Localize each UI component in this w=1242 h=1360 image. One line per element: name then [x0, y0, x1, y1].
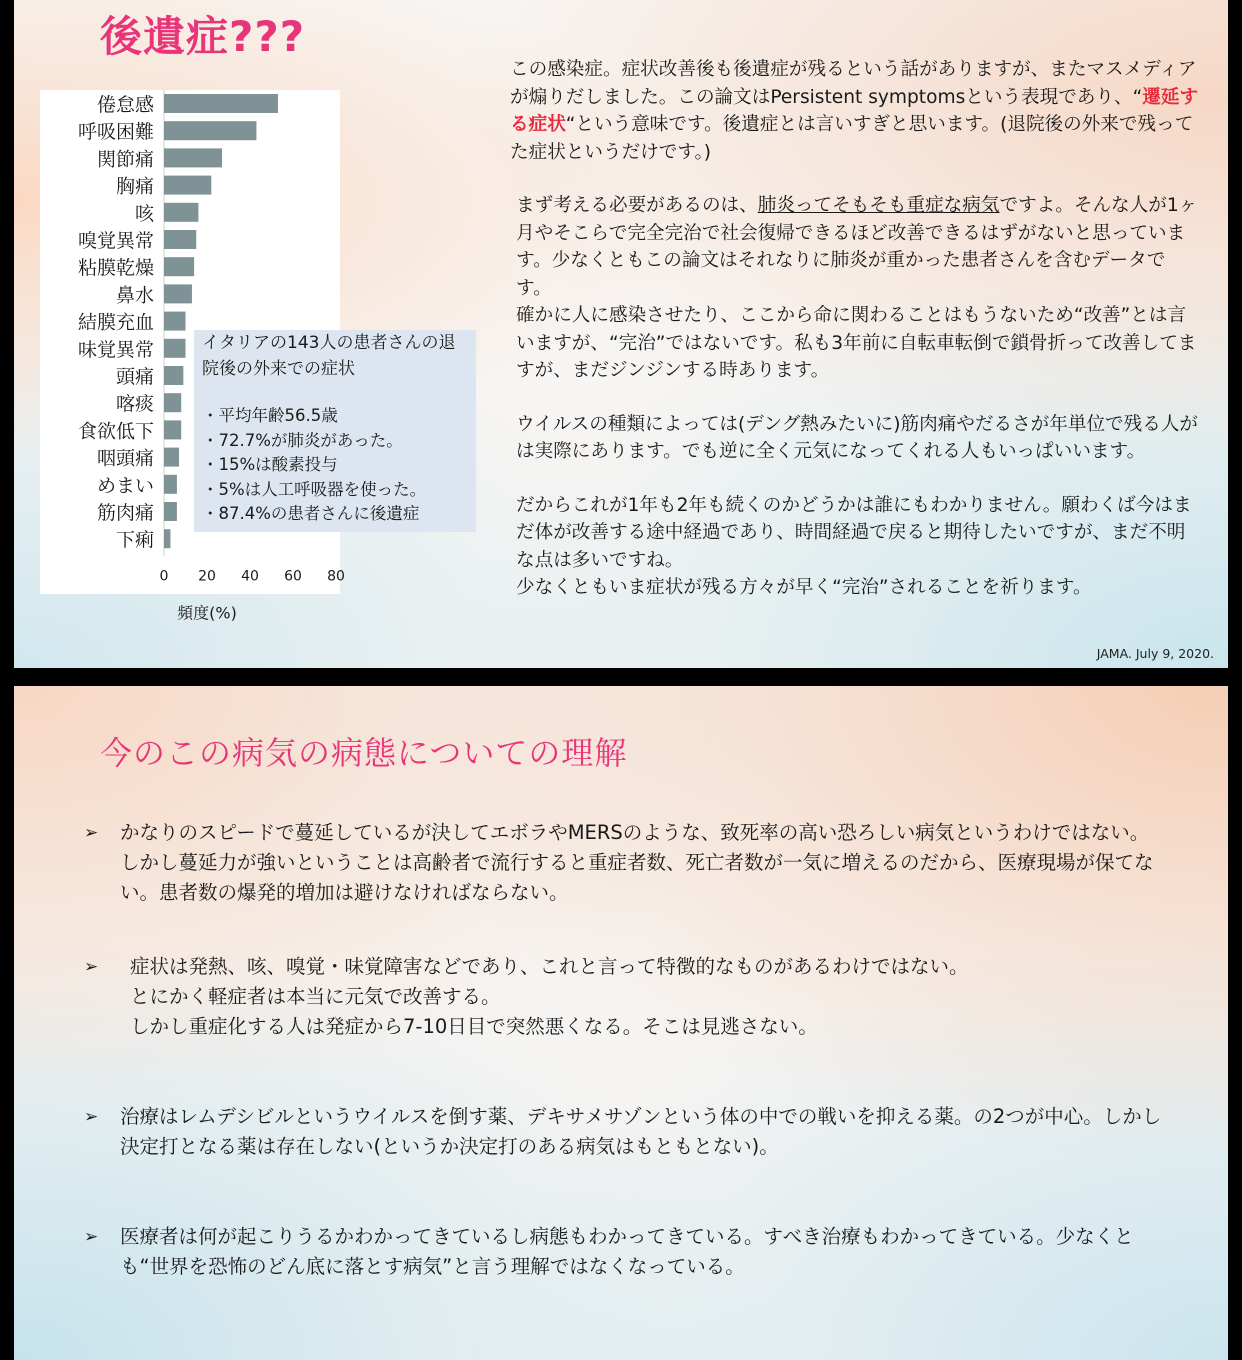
slide-pathology-understanding — [14, 686, 1228, 1360]
commentary-text — [510, 56, 1200, 602]
info-box-item: ・ 5%は人工呼吸器を使った。 — [202, 478, 426, 503]
x-tick-label: 20 — [198, 568, 216, 585]
info-box-item: ・ 72.7%が肺炎があった。 — [202, 429, 426, 454]
x-axis-label: 頻度(%) — [177, 603, 237, 623]
bar — [164, 475, 177, 494]
underlined-phrase: 肺炎ってそもそも重症な病気 — [757, 195, 1000, 216]
slide1-title: 後遺症??? — [100, 12, 306, 61]
x-tick-label: 40 — [241, 568, 259, 585]
paragraph-3: ウイルスの種類によっては(デング熱みたいに)筋肉痛やだるさが年単位で残る人がは実際にあります。でも逆に全く元気になってくれる人もいっぱいいます。 — [516, 413, 1199, 462]
category-label: 喀痰 — [115, 393, 154, 416]
category-label: めまい — [96, 474, 154, 497]
arrow-bullet-icon: ➢ — [84, 957, 99, 977]
bullet-line: とにかく軽症者は本当に元気で改善する。 — [130, 985, 501, 1008]
category-label: 嗅覚異常 — [77, 230, 154, 252]
highlighted-term: 遷延する症状 — [510, 86, 1199, 135]
bar — [164, 420, 181, 439]
paragraph-1 — [510, 56, 1200, 166]
para1-before: この感染症。症状改善後も後遺症が残るという話がありますが、またマスメディアが煽りだしました。この論文はPersistent symptomsという表現であり、“ — [510, 59, 1197, 108]
bar — [164, 94, 278, 113]
study-info-box — [194, 330, 476, 532]
paragraph-4 — [510, 492, 1200, 602]
paragraph-2 — [510, 192, 1200, 385]
category-label: 頭痛 — [115, 366, 154, 388]
slide2-title: 今のこの病気の病態についての理解 — [100, 734, 628, 772]
info-box-item: ・ 87.4%の患者さんに後遺症 — [202, 502, 426, 527]
arrow-bullet-icon: ➢ — [84, 1107, 99, 1127]
para4-text: だからこれが1年も2年も続くのかどうかは誰にもわかりません。願わくば今はまだ体が改善する途中経過であり、時間経過で戻ると期待したいですが、まだ不明な点は多いですね。 — [516, 494, 1192, 571]
bar — [164, 284, 192, 303]
bullet-item — [84, 818, 1164, 908]
category-label: 関節痛 — [96, 148, 154, 171]
bar — [164, 203, 198, 222]
category-label: 食欲低下 — [77, 420, 154, 443]
bar — [164, 148, 222, 167]
bar — [164, 121, 256, 140]
para1-after: “という意味です。後遺症とは言いすぎと思います。(退院後の外来で残ってた症状というだけです。) — [510, 114, 1194, 163]
x-tick-label: 80 — [327, 568, 345, 585]
bullet-text: かなりのスピードで蔓延しているが決してエボラやMERSのような、致死率の高い恐ろしい病気というわけではない。しかし蔓延力が強いということは高齢者で流行すると重症者数、死亡者数が一気に増えるのだから、医療現場が保てない。患者数の爆発的増加は避けなければならない。 — [120, 821, 1154, 904]
bar — [164, 366, 183, 385]
citation: JAMA. July 9, 2020. — [1096, 646, 1214, 661]
info-box-item: ・ 平均年齢56.5歳 — [202, 404, 426, 429]
bar — [164, 529, 170, 548]
bar — [164, 502, 177, 521]
category-label: 呼吸困難 — [77, 121, 154, 144]
bullet-text: 医療者は何が起こりうるかわかってきているし病態もわかってきている。すべき治療もわかってきている。少なくとも“世界を恐怖のどん底に落とす病気”と言う理解ではなくなっている。 — [120, 1225, 1134, 1278]
bar — [164, 257, 194, 276]
para2-before: まず考える必要があるのは、 — [516, 195, 758, 216]
category-label: 粘膜乾燥 — [77, 257, 154, 280]
category-label: 咳 — [134, 202, 154, 225]
bar — [164, 339, 186, 358]
bullet-text — [130, 952, 1164, 1042]
bullet-line: 症状は発熱、咳、嗅覚・味覚障害などであり、これと言って特徴的なものがあるわけではない。 — [130, 955, 969, 978]
para2-after: ですよ。そんな人が1ヶ月やそこらで完全完治で社会復帰できるほど改善できるはずがないと思っています。少なくともこの論文はそれなりに肺炎が重かった患者さんを含むデータです。 — [516, 195, 1198, 299]
bar — [164, 393, 181, 412]
category-label: 下痢 — [115, 529, 154, 552]
bar — [164, 312, 186, 331]
info-box-heading: イタリアの143人の患者さんの退院後の外来での症状 — [202, 333, 456, 379]
bullet-text: 治療はレムデシビルというウイルスを倒す薬、デキサメサゾンという体の中での戦いを抑える薬。の2つが中心。しかし決定打となる薬は存在しない(というか決定打のある病気はもともとない)。 — [120, 1105, 1162, 1158]
category-label: 倦怠感 — [96, 94, 154, 116]
category-label: 胸痛 — [115, 175, 154, 198]
info-box-item: ・ 15%は酸素投与 — [202, 453, 426, 478]
bullet-item — [84, 1222, 1164, 1282]
bullet-item — [84, 952, 1164, 1042]
bullet-item — [84, 1102, 1164, 1162]
x-tick-label: 0 — [159, 568, 169, 585]
category-label: 筋肉痛 — [96, 502, 154, 524]
category-label: 鼻水 — [115, 284, 154, 307]
para2-line2: 確かに人に感染させたり、ここから命に関わることはもうないため“改善”とは言いますが、“完治”ではないです。私も3年前に自転車転倒で鎖骨折って改善してますが、まだジンジンする時あります。 — [516, 305, 1197, 381]
category-label: 味覚異常 — [77, 338, 154, 361]
para4-closing: 少なくともいま症状が残る方々が早く“完治”されることを祈ります。 — [516, 577, 1092, 598]
bar — [164, 230, 196, 249]
bar — [164, 448, 179, 467]
slide-long-covid — [14, 0, 1228, 668]
bullet-line: しかし重症化する人は発症から7-10日目で突然悪くなる。そこは見逃さない。 — [130, 1015, 818, 1038]
x-tick-label: 60 — [284, 568, 302, 585]
category-label: 結膜充血 — [77, 311, 154, 334]
arrow-bullet-icon: ➢ — [84, 823, 99, 843]
bar — [164, 176, 211, 195]
category-label: 咽頭痛 — [96, 447, 154, 470]
arrow-bullet-icon: ➢ — [84, 1227, 99, 1247]
info-box-list — [202, 404, 426, 527]
